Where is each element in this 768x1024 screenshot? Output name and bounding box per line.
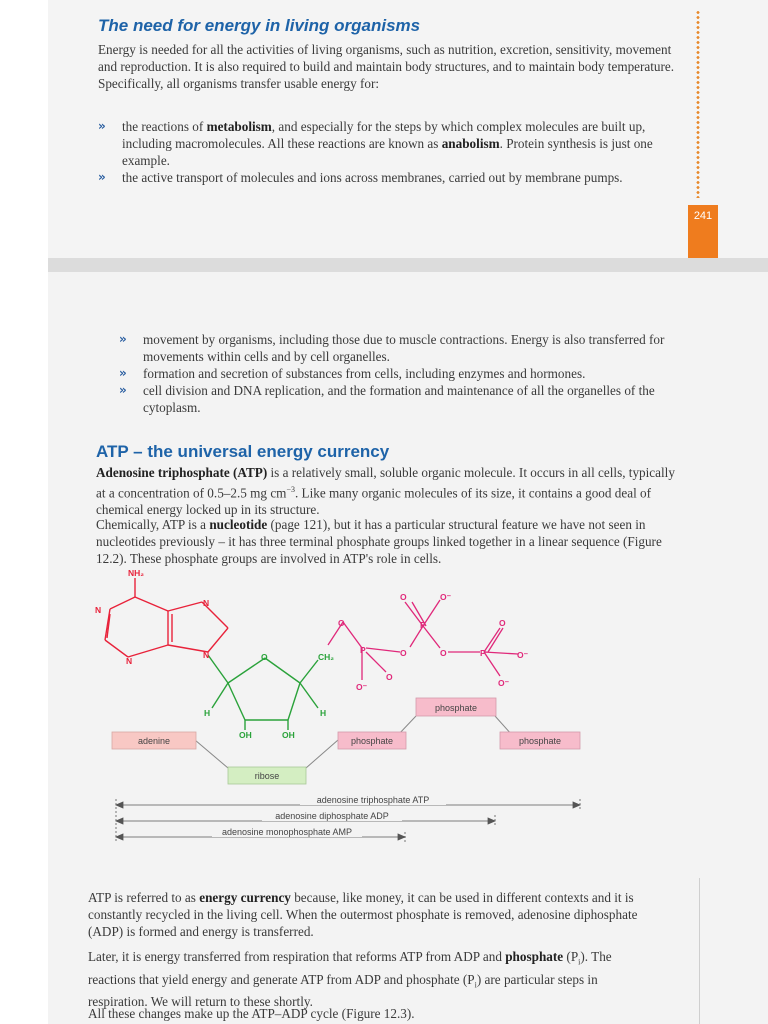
- atom-p2: P: [420, 620, 426, 630]
- ribose-label: ribose: [254, 771, 280, 781]
- section-heading-energy-need: The need for energy in living organisms: [98, 16, 421, 35]
- atom-oh1: OH: [239, 730, 252, 740]
- adenine-ring: [105, 578, 228, 657]
- adp-span-label: adenosine diphosphate ADP: [275, 811, 389, 821]
- atom-nh2: NH₂: [128, 568, 145, 578]
- atom-o-minus-4: O⁻: [498, 678, 510, 688]
- intro-paragraph: Energy is needed for all the activities of living organisms, such as nutrition, excretion, sensitivity, movement and reproduction. It is also required to build and maintain body structures, and to maintain body temperature. Specifically, all organisms transfer usable energy for:: [98, 42, 675, 91]
- atom-o-double-2: O: [400, 592, 407, 602]
- ribose-ring: [208, 655, 318, 730]
- amp-span-label: adenosine monophosphate AMP: [221, 827, 353, 837]
- phosphate-label-1: phosphate: [350, 736, 394, 746]
- atom-h1: H: [204, 708, 211, 718]
- atom-n7: N: [203, 598, 210, 608]
- phosphate-label-2: phosphate: [434, 703, 478, 713]
- atom-n9: N: [203, 650, 210, 660]
- double-chevron-icon: »: [98, 170, 106, 184]
- double-chevron-icon: »: [119, 332, 127, 346]
- page-number-tab: 241: [688, 205, 718, 258]
- cycle-paragraph: All these changes make up the ATP–ADP cycle (Figure 12.3).: [88, 1006, 415, 1021]
- list-item: » formation and secretion of substances from cells, including enzymes and hormones.: [119, 366, 586, 381]
- atom-o-minus-1: O⁻: [356, 682, 368, 692]
- atom-n3: N: [126, 656, 133, 666]
- atom-o-double-3: O: [499, 618, 506, 628]
- atom-o-ribose: O: [261, 652, 268, 662]
- phosphate-chain: [328, 600, 518, 680]
- atp-span-label: adenosine triphosphate ATP: [316, 795, 430, 805]
- atom-o-double-1: O: [386, 672, 393, 682]
- atom-o-minus-3: O⁻: [517, 650, 529, 660]
- atom-o-link3: O: [440, 648, 447, 658]
- adenine-label: adenine: [137, 736, 171, 746]
- respiration-paragraph: Later, it is energy transferred from respiration that reforms ATP from ADP and phosphate $(P_i)$. The reactions that yield energy and generate ATP from ADP and phosphate $(P_i)$ are particular steps in respiration. We will return to these shortly.: [88, 949, 612, 1010]
- atom-o-minus-2: O⁻: [440, 592, 452, 602]
- list-item: » the reactions of metabolism, and especially for the steps by which complex molecules are built up, including macromolecules. All these reactions are known as anabolism. Protein synthesis is just one example.: [98, 119, 653, 168]
- atom-h2: H: [320, 708, 327, 718]
- section-heading-atp: ATP – the universal energy currency: [96, 442, 390, 461]
- double-chevron-icon: »: [119, 366, 127, 380]
- energy-currency-paragraph: ATP is referred to as energy currency because, like money, it can be used in different contexts and it is constantly recycled in the living cell. When the outermost phosphate is removed, adenosine diphosphate (ADP) is formed and energy is transferred.: [88, 890, 638, 939]
- atom-n1: N: [95, 605, 102, 615]
- atom-oh2: OH: [282, 730, 295, 740]
- atom-p3: P: [480, 648, 486, 658]
- atom-ch2: CH₂: [318, 652, 335, 662]
- list-item: » movement by organisms, including those due to muscle contractions. Energy is also transferred for movements within cells and by cell organelles.: [119, 332, 665, 364]
- double-chevron-icon: »: [119, 383, 127, 397]
- double-chevron-icon: »: [98, 119, 106, 133]
- atp-paragraph-2: Chemically, ATP is a nucleotide (page 121), but it has a particular structural feature we have not seen in nucleotides previously – it has three terminal phosphate groups linked together in a linear sequence (Figure 12.2). These phosphate groups are involved in ATP's role in cells.: [96, 517, 662, 566]
- list-item: » cell division and DNA replication, and the formation and maintenance of all the organelles of the cytoplasm.: [119, 383, 655, 415]
- atom-p1: P: [360, 645, 366, 655]
- list-item: » the active transport of molecules and ions across membranes, carried out by membrane pumps.: [98, 170, 623, 185]
- atom-o-link2: O: [400, 648, 407, 658]
- phosphate-label-3: phosphate: [518, 736, 562, 746]
- atp-paragraph-1: Adenosine triphosphate (ATP) is a relatively small, soluble organic molecule. It occurs in all cells, typically at a concentration of 0.5–2.5 mg $cm^{-3}$. Like many organic molecules of its size, it contains a good deal of chemical energy locked up in its structure.: [96, 465, 675, 518]
- atom-o-link1: O: [338, 618, 345, 628]
